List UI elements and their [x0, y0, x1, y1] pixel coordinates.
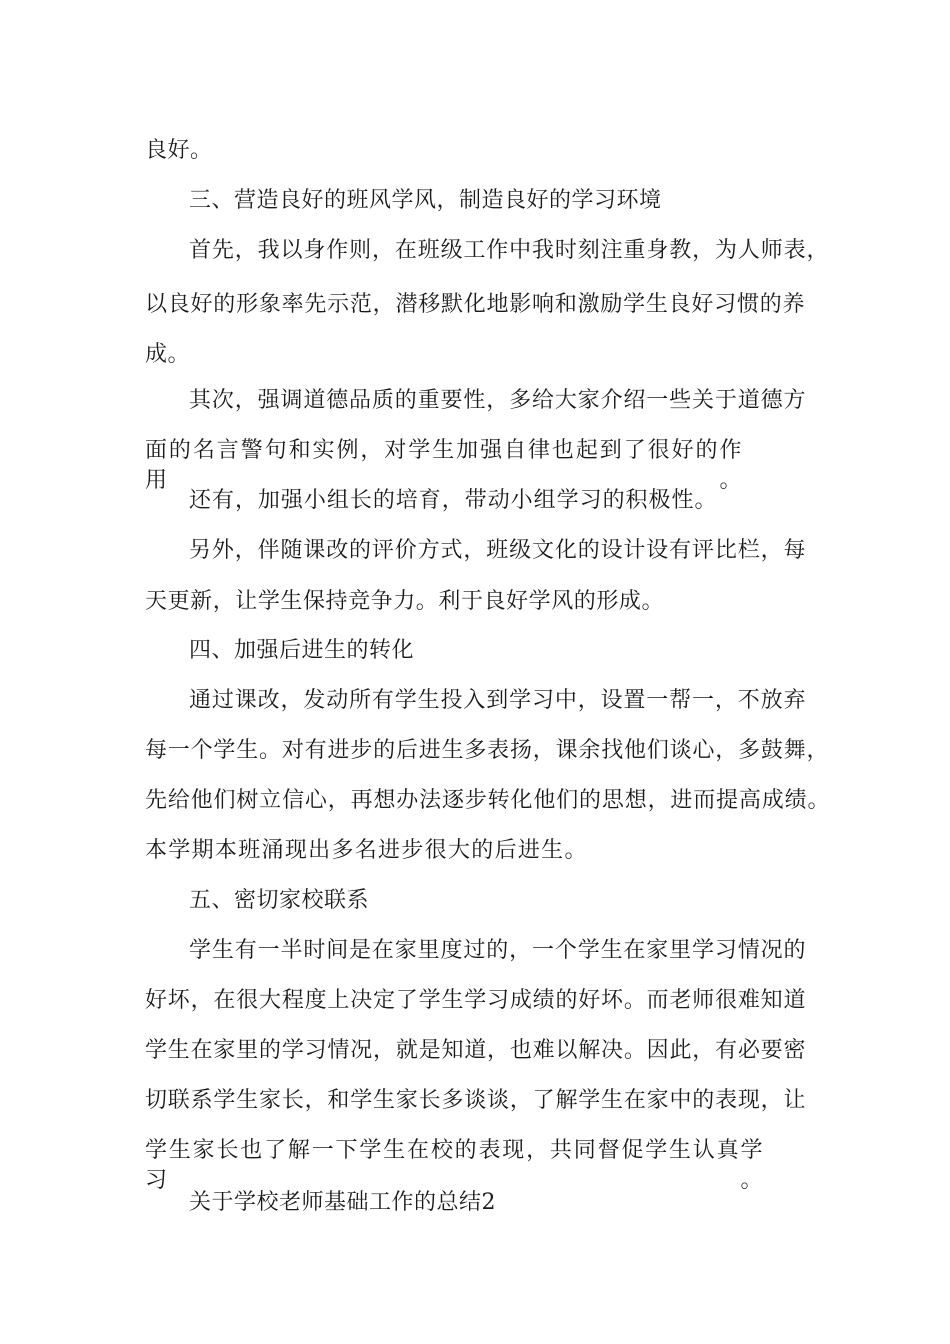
paragraph-line: 本学期本班涌现出多名进步很大的后进生。 — [145, 838, 587, 863]
article-title: 关于学校老师基础工作的总结2 — [189, 1190, 496, 1215]
paragraph-line: 好坏，在很大程度上决定了学生学习成绩的好坏。而老师很难知道 — [145, 988, 806, 1013]
section-heading: 三、营造良好的班风学风，制造良好的学习环境 — [189, 188, 662, 213]
paragraph-line: 天更新，让学生保持竞争力。利于良好学风的形成。 — [145, 589, 664, 614]
paragraph-line: 其次，强调道德品质的重要性，多给大家介绍一些关于道德方 — [189, 388, 806, 413]
section-heading: 四、加强后进生的转化 — [189, 638, 415, 663]
paragraph-line: 通过课改，发动所有学生投入到学习中，设置一帮一，不放弃 — [189, 688, 806, 713]
paragraph-line: 首先，我以身作则，在班级工作中我时刻注重身教，为人师表， — [189, 238, 829, 263]
section-heading: 五、密切家校联系 — [189, 888, 370, 913]
paragraph-line: 切联系学生家长，和学生家长多谈谈，了解学生在家中的表现，让 — [145, 1088, 806, 1113]
paragraph-line: 成。 — [145, 342, 191, 367]
paragraph-line: 另外，伴随课改的评价方式，班级文化的设计设有评比栏，每 — [189, 538, 806, 563]
paragraph-line: 学生在家里的学习情况，就是知道，也难以解决。因此，有必要密 — [145, 1038, 806, 1063]
paragraph-line: 以良好的形象率先示范，潜移默化地影响和激励学生良好习惯的养 — [145, 292, 805, 317]
paragraph-line: 学生有一半时间是在家里度过的，一个学生在家里学习情况的 — [189, 938, 806, 963]
paragraph-line: 每一个学生。对有进步的后进生多表扬，课余找他们谈心，多鼓舞， — [145, 738, 829, 763]
paragraph-line: 学生家长也了解一下学生在校的表现，共同督促学生认真学习。 — [145, 1138, 763, 1193]
paragraph-line: 面的名言警句和实例，对学生加强自律也起到了很好的作用。 — [145, 438, 742, 493]
paragraph-line: 还有，加强小组长的培育，带动小组学习的积极性。 — [189, 488, 717, 513]
paragraph-line: 良好。 — [145, 138, 213, 163]
paragraph-line: 先给他们树立信心，再想办法逐步转化他们的思想，进而提高成绩。 — [145, 788, 830, 813]
